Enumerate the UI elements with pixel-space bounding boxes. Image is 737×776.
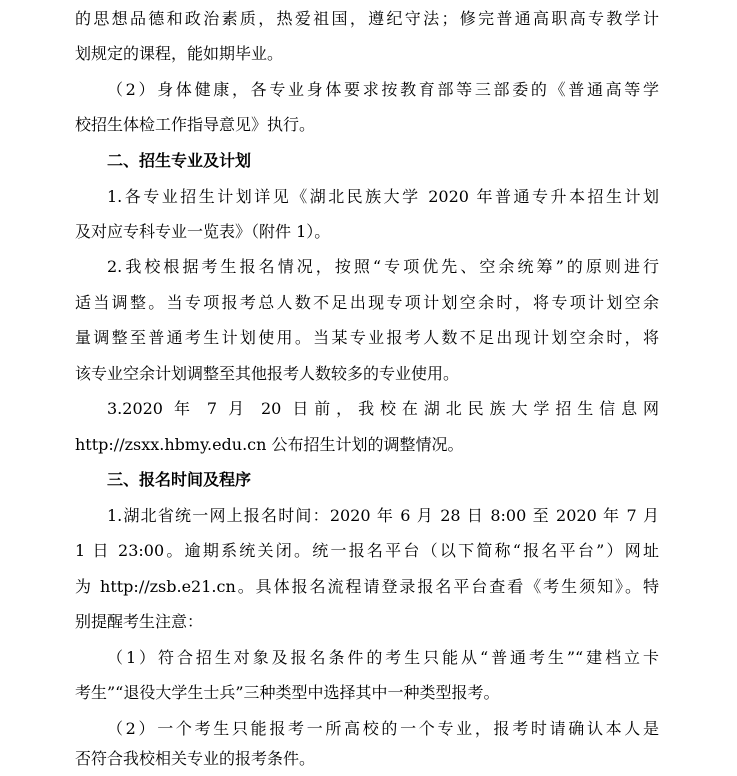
- paragraph-line: （2）一个考生只能报考一所高校的一个专业，报考时请确认本人是: [107, 719, 659, 738]
- paragraph-line: （1）符合招生对象及报名条件的考生只能从“普通考生”“建档立卡: [107, 648, 659, 667]
- paragraph-line: 否符合我校相关专业的报考条件。: [75, 749, 316, 768]
- paragraph-line: 3.2020 年 7 月 20 日前，我校在湖北民族大学招生信息网: [107, 399, 659, 418]
- paragraph-line: 考生”“退役大学生士兵”三种类型中选择其中一种类型报考。: [75, 683, 500, 702]
- paragraph-line: 量调整至普通考生计划使用。当某专业报考人数不足出现计划空余时，将: [75, 328, 659, 347]
- paragraph-line: 校招生体检工作指导意见》执行。: [75, 115, 316, 134]
- paragraph-line: （2）身体健康，各专业身体要求按教育部等三部委的《普通高等学: [107, 80, 659, 99]
- paragraph-line: 该专业空余计划调整至其他报考人数较多的专业使用。: [75, 364, 460, 383]
- paragraph-line: 及对应专科专业一览表》（附件 1）。: [75, 222, 331, 241]
- paragraph-line: 2.我校根据考生报名情况，按照“专项优先、空余统筹”的原则进行: [107, 257, 659, 276]
- paragraph-line: 1.各专业招生计划详见《湖北民族大学 2020 年普通专升本招生计划: [107, 187, 659, 206]
- paragraph-line: 1.湖北省统一网上报名时间：2020 年 6 月 28 日 8:00 至 2020 年 7 月: [107, 506, 659, 525]
- paragraph-line: http://zsxx.hbmy.edu.cn 公布招生计划的调整情况。: [75, 435, 464, 454]
- paragraph-line: 适当调整。当专项报考总人数不足出现专项计划空余时，将专项计划空余: [75, 293, 659, 312]
- section-heading: 二、招生专业及计划: [107, 151, 252, 170]
- paragraph-line: 的思想品德和政治素质，热爱祖国，遵纪守法；修完普通高职高专教学计: [75, 9, 659, 28]
- paragraph-line: 别提醒考生注意：: [75, 612, 204, 631]
- section-heading: 三、报名时间及程序: [107, 470, 252, 489]
- paragraph-line: 为 http://zsb.e21.cn。具体报名流程请登录报名平台查看《考生须知》。特: [75, 577, 659, 596]
- paragraph-line: 划规定的课程，能如期毕业。: [75, 44, 284, 63]
- paragraph-line: 1 日 23:00。逾期系统关闭。统一报名平台（以下简称“报名平台”）网址: [75, 541, 659, 560]
